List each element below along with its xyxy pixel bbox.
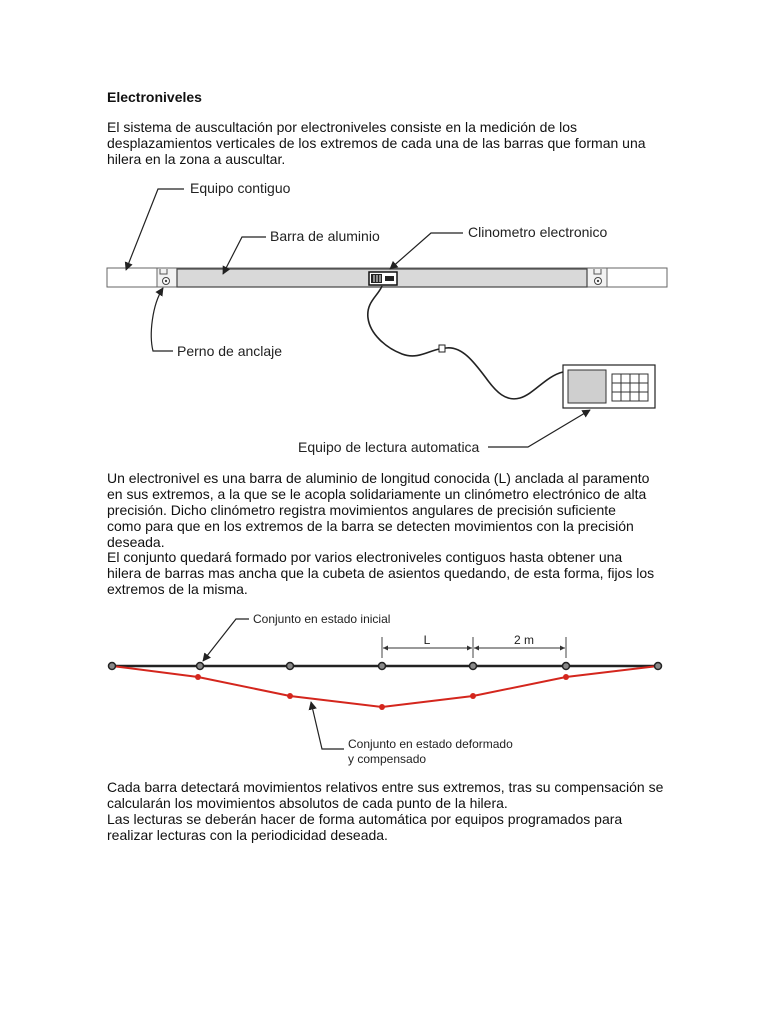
- clinometer-device: [369, 272, 397, 285]
- deformed-state-line: [112, 666, 658, 707]
- description-line: El conjunto quedará formado por varios electroniveles contiguos hasta obtener una: [107, 549, 623, 566]
- description-line: deseada.: [107, 533, 165, 550]
- initial-node: [287, 663, 294, 670]
- conclusion-line: realizar lecturas con la periodicidad deseada.: [107, 826, 388, 843]
- label-automatic-reader: Equipo de lectura automatica: [298, 439, 480, 455]
- initial-node: [109, 663, 116, 670]
- description-line: Un electronivel es una barra de aluminio de longitud conocida (L) anclada al paramento: [107, 470, 650, 486]
- description-line: extremos de la misma.: [107, 581, 248, 598]
- description-line: hilera de barras mas ancha que la cubeta de asientos quedando, de esta forma, fijos los: [107, 565, 655, 582]
- reader-keypad: [612, 374, 648, 401]
- section-heading: Electroniveles: [107, 89, 202, 105]
- conclusion-line: calcularán los movimientos absolutos de cada punto de la hilera.: [107, 794, 508, 811]
- deformed-node: [470, 693, 476, 699]
- intro-line: hilera en la zona a auscultar.: [107, 150, 286, 167]
- leader-anchor-bolt: [151, 288, 173, 351]
- intro-line: El sistema de auscultación por electroniveles consiste en la medición de los: [107, 119, 578, 135]
- description-paragraph: [107, 471, 654, 598]
- conclusion-paragraph: [107, 780, 663, 844]
- label-deformed-state: Conjunto en estado deformado: [348, 737, 513, 751]
- label-aluminum-bar: Barra de aluminio: [270, 228, 380, 244]
- deformed-node: [379, 704, 385, 710]
- leader-adjacent-unit: [126, 189, 184, 270]
- label-clinometer: Clinometro electronico: [468, 224, 608, 240]
- deformed-node: [195, 674, 201, 680]
- leader-initial-state: [203, 619, 249, 661]
- label-spacing: 2 m: [513, 633, 535, 647]
- label-bar-length: L: [423, 633, 431, 647]
- initial-node: [197, 663, 204, 670]
- electronivel-installation-diagram: [0, 170, 768, 470]
- conclusion-line: Cada barra detectará movimientos relativos entre sus extremos, tras su compensación se: [107, 779, 664, 795]
- description-line: como para que en los extremos de la barra se detecten movimientos con la precisión: [107, 517, 634, 534]
- deformed-node: [287, 693, 293, 699]
- label-deformed-state-continued: y compensado: [348, 752, 427, 766]
- leader-automatic-reader: [488, 410, 590, 447]
- initial-node: [470, 663, 477, 670]
- label-adjacent-unit: Equipo contiguo: [190, 180, 291, 196]
- description-line: en sus extremos, a la que se le acopla solidariamente un clinómetro electrónico de alta: [107, 485, 647, 502]
- label-anchor-bolt: Perno de anclaje: [177, 343, 283, 359]
- reader-screen: [568, 370, 606, 403]
- cable-connector: [439, 345, 445, 352]
- conclusion-line: Las lecturas se deberán hacer de forma automática por equipos programados para: [107, 810, 623, 827]
- initial-node: [379, 663, 386, 670]
- right-anchor-bolt: [587, 268, 607, 287]
- deformed-node: [563, 674, 569, 680]
- label-initial-state: Conjunto en estado inicial: [253, 612, 391, 626]
- deformation-diagram: [0, 605, 768, 775]
- intro-paragraph: [107, 120, 646, 168]
- description-line: precisión. Dicho clinómetro registra movimientos angulares de precisión suficiente: [107, 501, 616, 518]
- initial-node: [655, 663, 662, 670]
- left-anchor-bolt: [157, 268, 177, 287]
- leader-deformed-state: [311, 702, 344, 749]
- automatic-reader-device: [563, 365, 655, 408]
- leader-clinometer: [390, 233, 463, 269]
- signal-cable: [368, 286, 563, 399]
- initial-node: [563, 663, 570, 670]
- intro-line: desplazamientos verticales de los extremos de cada una de las barras que forman una: [107, 134, 646, 151]
- dimension-markers: [382, 637, 566, 658]
